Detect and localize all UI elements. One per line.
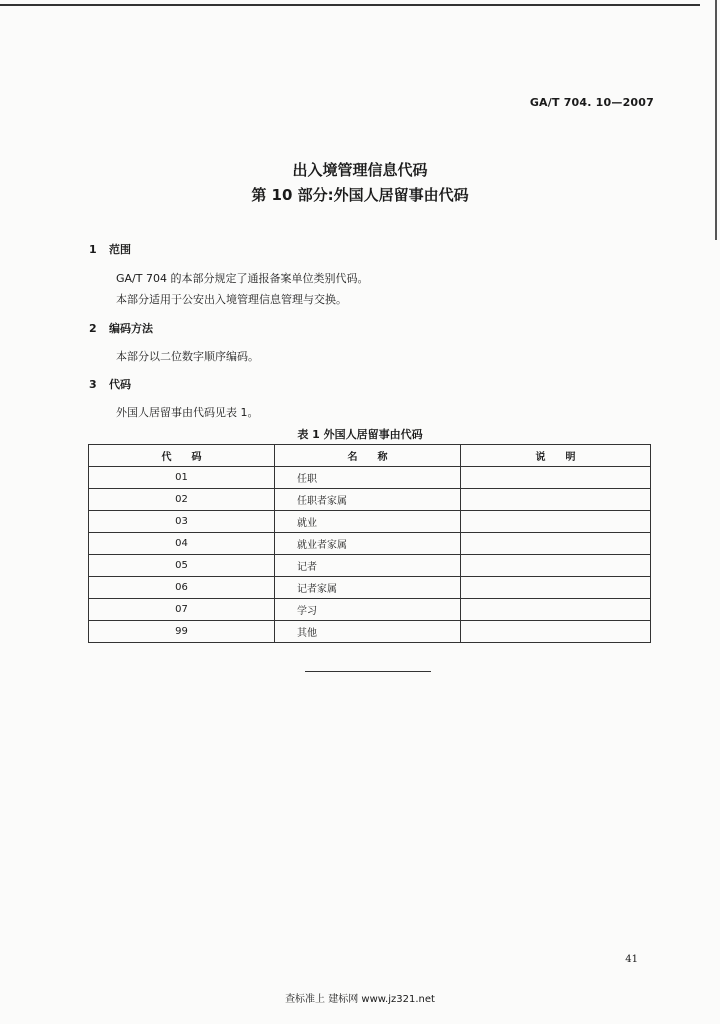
table-row: [89, 489, 651, 511]
table-row: [89, 555, 651, 577]
table-caption: 表 1 外国人居留事由代码: [297, 428, 423, 441]
description-cell: [461, 577, 651, 599]
section-number: 3: [89, 378, 97, 391]
end-rule: [305, 671, 431, 672]
top-border-line: [0, 4, 700, 6]
name-cell: 任职: [275, 467, 461, 489]
section-number: 1: [89, 243, 97, 256]
section-title: 范围: [109, 243, 131, 256]
header-name: 名 称: [275, 445, 461, 467]
table-row: [89, 467, 651, 489]
section-3-paragraph-1: 外国人居留事由代码见表 1。: [116, 406, 259, 419]
description-cell: [461, 555, 651, 577]
section-number: 2: [89, 322, 97, 335]
name-cell: 记者: [275, 555, 461, 577]
description-cell: [461, 533, 651, 555]
table-header-row: [89, 445, 651, 467]
description-cell: [461, 511, 651, 533]
code-cell: 06: [89, 577, 275, 599]
code-cell: 01: [89, 467, 275, 489]
code-cell: 02: [89, 489, 275, 511]
section-title: 代码: [109, 378, 131, 391]
table-row: [89, 533, 651, 555]
table-row: [89, 577, 651, 599]
code-cell: 07: [89, 599, 275, 621]
header-description: 说 明: [461, 445, 651, 467]
document-subtitle: 第 10 部分:外国人居留事由代码: [251, 186, 469, 204]
document-title: 出入境管理信息代码: [292, 161, 428, 179]
code-cell: 05: [89, 555, 275, 577]
name-cell: 记者家属: [275, 577, 461, 599]
table-row: [89, 621, 651, 643]
code-cell: 03: [89, 511, 275, 533]
name-cell: 就业者家属: [275, 533, 461, 555]
name-cell: 其他: [275, 621, 461, 643]
name-cell: 就业: [275, 511, 461, 533]
section-1-paragraph-1: GA/T 704 的本部分规定了通报备案单位类别代码。: [116, 272, 369, 285]
description-cell: [461, 489, 651, 511]
name-cell: 任职者家属: [275, 489, 461, 511]
table-row: [89, 511, 651, 533]
section-3-heading: [89, 376, 131, 392]
code-cell: 99: [89, 621, 275, 643]
description-cell: [461, 599, 651, 621]
section-title: 编码方法: [109, 322, 153, 335]
section-2-heading: [89, 320, 153, 336]
header-code: 代 码: [89, 445, 275, 467]
footer-watermark: 查标准上 建标网 www.jz321.net: [285, 994, 435, 1005]
description-cell: [461, 621, 651, 643]
code-cell: 04: [89, 533, 275, 555]
name-cell: 学习: [275, 599, 461, 621]
table-row: [89, 599, 651, 621]
section-2-paragraph-1: 本部分以二位数字顺序编码。: [116, 350, 259, 363]
description-cell: [461, 467, 651, 489]
section-1-heading: [89, 241, 131, 257]
page-number: 41: [625, 954, 638, 965]
standard-code: GA/T 704. 10—2007: [529, 96, 654, 109]
code-table: [88, 444, 651, 643]
section-1-paragraph-2: 本部分适用于公安出入境管理信息管理与交换。: [116, 293, 347, 306]
